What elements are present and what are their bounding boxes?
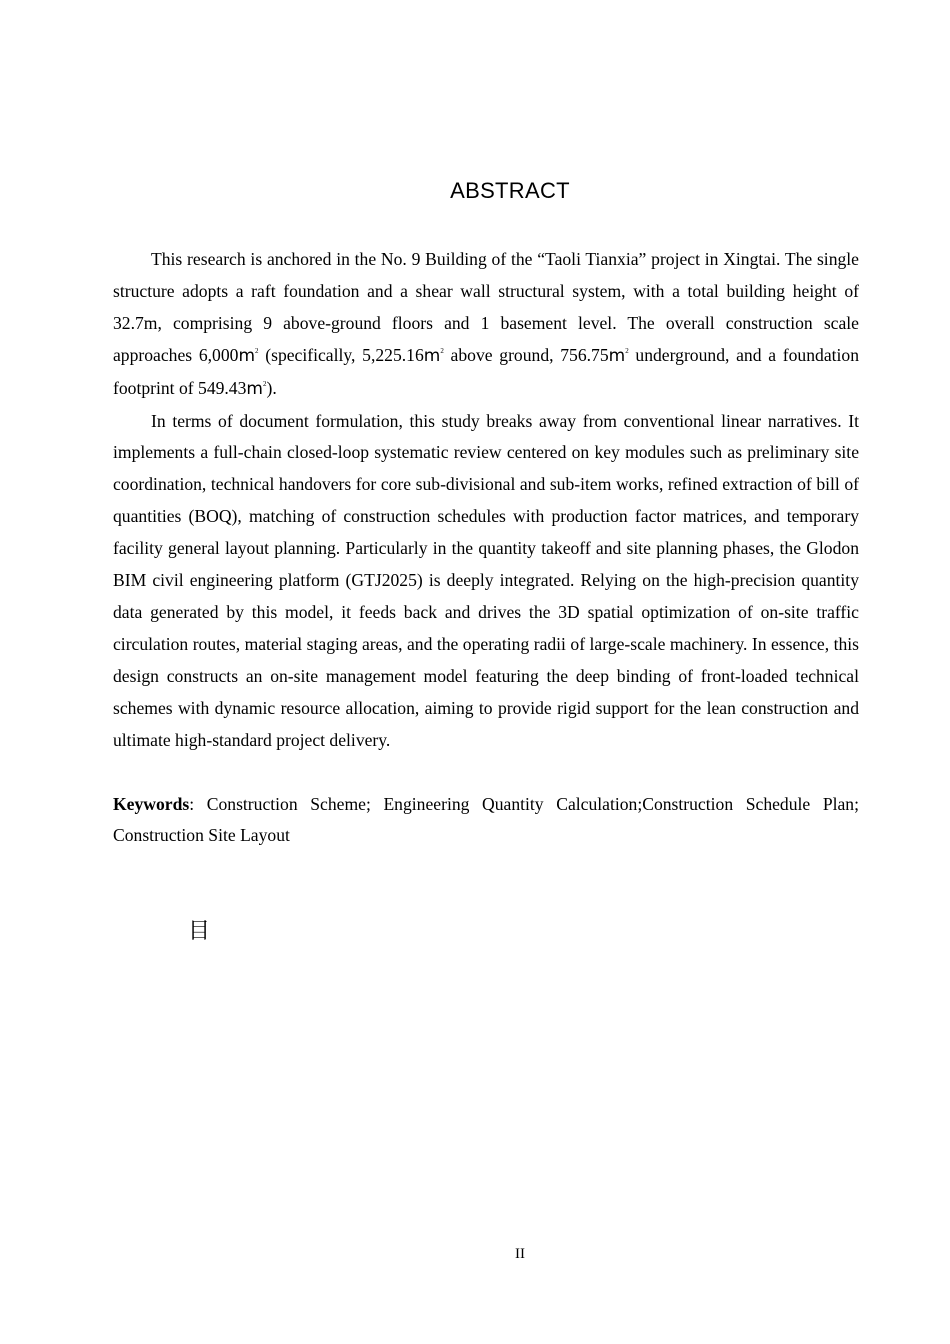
abstract-title: ABSTRACT bbox=[450, 178, 570, 203]
abstract-paragraph-2: In terms of document formulation, this study breaks away from conventional linear narratives. It implements a full-chain closed-loop systematic review centered on key modules such as preliminary site coordination, technical handovers for core sub-divisional and sub-item works, refined extraction of bill of quantities (BOQ), matching of construction schedules with production factor matrices, and temporary facility general layout planning. Particularly in the quantity takeoff and site planning phases, the Glodon BIM civil engineering platform (GTJ2025) is deeply integrated. Relying on the high-precision quantity data generated by this model, it feeds back and drives the 3D spatial optimization of on-site traffic circulation routes, material staging areas, and the operating radii of large-scale machinery. In essence, this design constructs an on-site management model featuring the deep binding of front-loaded technical schemes with dynamic resource allocation, aiming to provide rigid support for the lean construction and ultimate high-standard project delivery. bbox=[113, 410, 859, 750]
square-meter-superscript: 2 bbox=[262, 379, 267, 388]
paragraph-1-text-c: above ground, 756.75 bbox=[443, 344, 609, 365]
keywords-label: Keywords bbox=[113, 793, 190, 814]
abstract-body bbox=[113, 244, 859, 852]
square-meter-superscript: 2 bbox=[440, 346, 444, 355]
square-meter-unit: m bbox=[238, 345, 256, 366]
page-number: II bbox=[515, 1246, 525, 1262]
square-meter-superscript: 2 bbox=[255, 346, 259, 355]
paragraph-1-text-e: ). bbox=[266, 377, 277, 398]
table-of-contents-heading-fragment: 目 bbox=[188, 919, 211, 944]
keywords-line bbox=[113, 789, 859, 853]
square-meter-unit: m bbox=[423, 345, 441, 366]
abstract-paragraph-1 bbox=[113, 244, 859, 406]
paragraph-1-text-a: This research is anchored in the No. 9 Building of the “Taoli Tianxia” project in Xingtai. The single structure adopts a raft foundation and a shear wall structural system, with a total building height of 32.7m, comprising 9 above-ground floors and 1 basement level. The overall construction scale approaches 6,000 bbox=[113, 249, 859, 365]
square-meter-unit: m bbox=[246, 378, 263, 399]
paragraph-1-text-d: underground, and a foundation footprint of 549.43 bbox=[113, 344, 860, 398]
square-meter-superscript: 2 bbox=[625, 346, 629, 355]
keywords-text: : Construction Scheme; Engineering Quantity Calculation;Construction Schedule Plan; Construction Site Layout bbox=[113, 793, 859, 846]
paragraph-1-text-b: (specifically, 5,225.16 bbox=[258, 344, 424, 365]
square-meter-unit: m bbox=[608, 345, 626, 366]
